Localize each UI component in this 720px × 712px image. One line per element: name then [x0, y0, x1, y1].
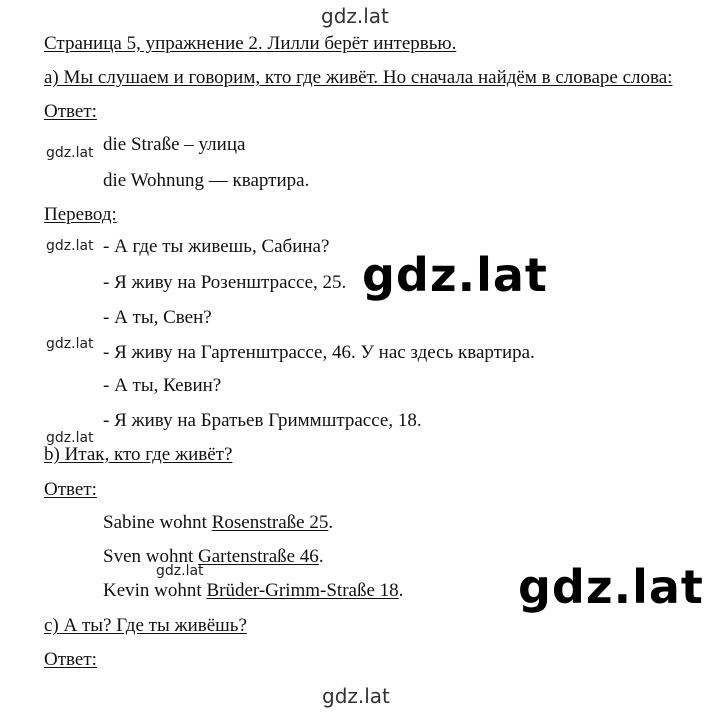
answer-address: Rosenstraße 25 [211, 512, 329, 533]
answer-suffix: . [328, 512, 334, 533]
answer-line [103, 512, 333, 534]
dialogue-line: - Я живу на Розенштрассе, 25. [103, 272, 347, 293]
answer-line [103, 580, 403, 602]
part-b-task: b) Итак, кто где живёт? [44, 444, 233, 465]
part-b-answer-label: Ответ: [44, 479, 97, 500]
part-c-task: c) А ты? Где ты живёшь? [44, 615, 247, 636]
part-c-answer-label: Ответ: [44, 649, 97, 670]
watermark-small: gdz.lat [156, 563, 204, 579]
watermark-small: gdz.lat [46, 145, 94, 161]
answer-suffix: . [398, 580, 404, 601]
answer-prefix: Sven wohnt [103, 546, 198, 567]
part-a-task: a) Мы слушаем и говорим, кто где живёт. Но сначала найдём в словаре слова: [44, 67, 673, 88]
dialogue-line: - Я живу на Братьев Гриммштрассе, 18. [103, 410, 422, 431]
dialogue-line: - А где ты живешь, Сабина? [103, 236, 330, 257]
answer-address: Gartenstraße 46 [198, 546, 319, 567]
answer-address: Brüder-Grimm-Straße 18 [206, 580, 399, 601]
watermark-top: gdz.lat [321, 4, 389, 28]
watermark-small: gdz.lat [46, 238, 94, 254]
dialogue-line: - Я живу на Гартенштрассе, 46. У нас здесь квартира. [103, 342, 535, 363]
watermark-small: gdz.lat [46, 336, 94, 352]
answer-suffix: . [318, 546, 324, 567]
part-a-answer-label: Ответ: [44, 101, 97, 122]
vocab-item: die Straße – улица [103, 134, 246, 155]
dialogue-line: - А ты, Свен? [103, 307, 212, 328]
answer-prefix: Sabine wohnt [103, 512, 212, 533]
dialogue-line: - А ты, Кевин? [103, 375, 222, 396]
watermark-small: gdz.lat [46, 430, 94, 446]
answer-line [103, 546, 324, 568]
watermark-bottom: gdz.lat [322, 684, 390, 708]
translation-label: Перевод: [44, 204, 117, 225]
exercise-title: Страница 5, упражнение 2. Лилли берёт интервью. [44, 33, 457, 54]
watermark-large: gdz.lat [518, 560, 704, 614]
vocab-item: die Wohnung — квартира. [103, 170, 310, 191]
watermark-large: gdz.lat [362, 248, 548, 302]
answer-prefix: Kevin wohnt [103, 580, 207, 601]
